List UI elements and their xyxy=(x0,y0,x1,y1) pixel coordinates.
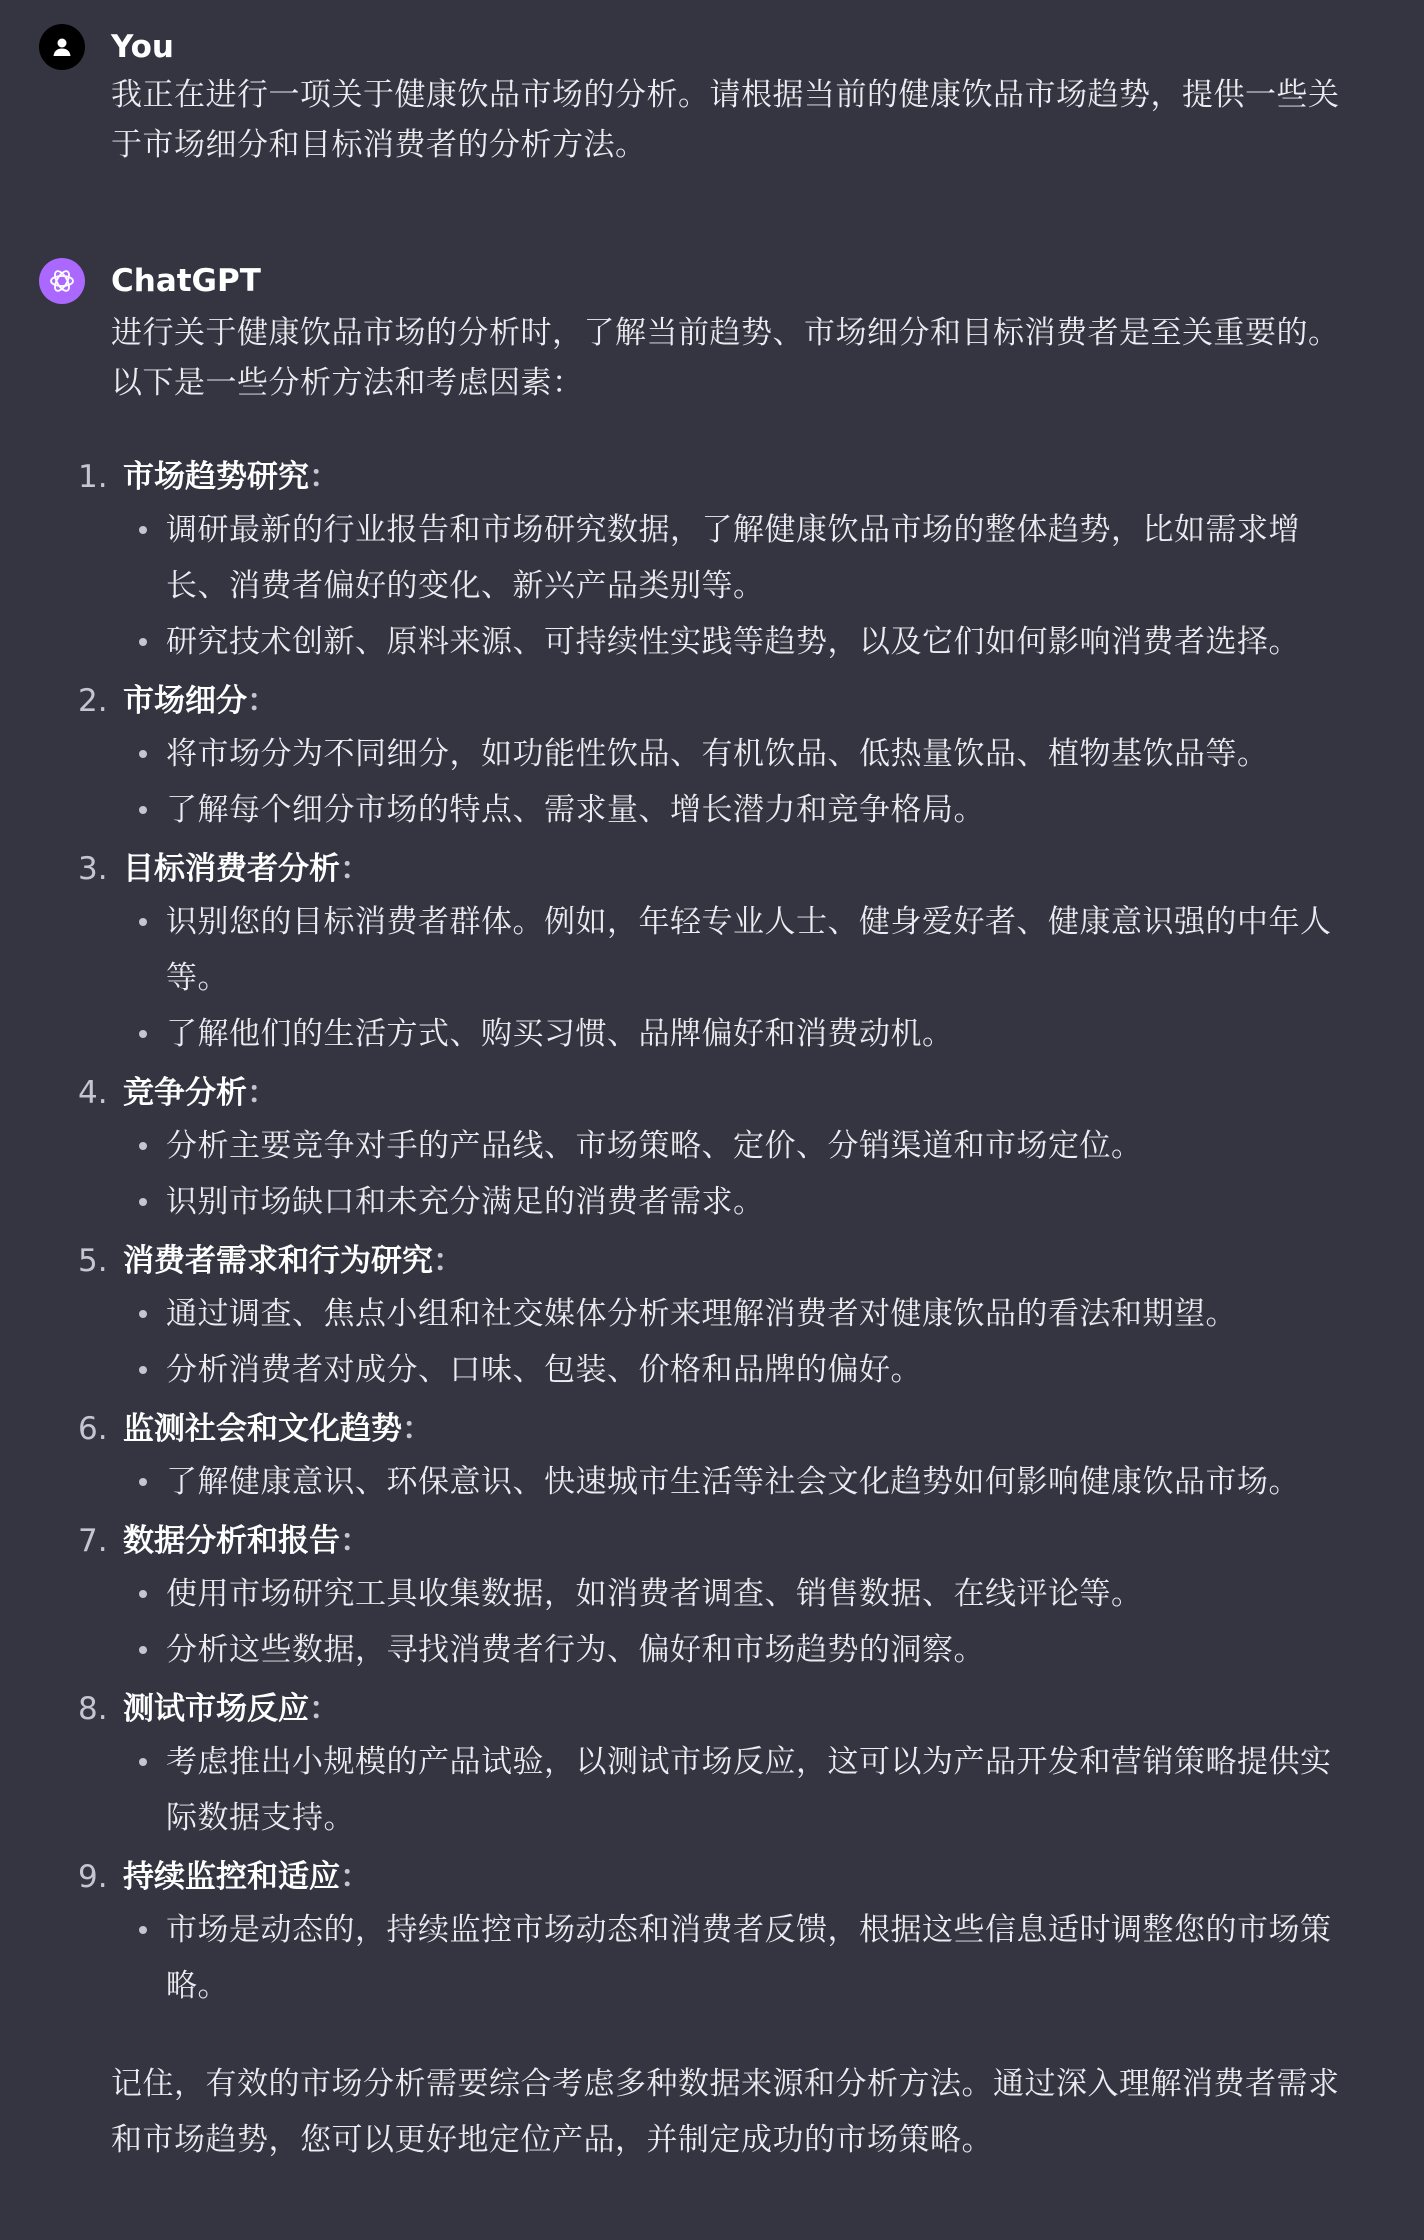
assistant-author-name: ChatGPT xyxy=(111,263,261,299)
list-item xyxy=(0,1516,1424,1678)
bullet-text: 分析这些数据，寻找消费者行为、偏好和市场趋势的洞察。 xyxy=(166,1632,985,1668)
bullet-text: 了解每个细分市场的特点、需求量、增长潜力和竞争格局。 xyxy=(166,792,985,828)
list-item-title-wrap xyxy=(123,1236,464,1286)
list-item-title: 竞争分析 xyxy=(123,1075,247,1111)
bullet-item xyxy=(0,1454,1332,1510)
bullet-item xyxy=(0,1734,1332,1846)
list-item-heading xyxy=(0,1404,1424,1454)
list-item xyxy=(0,1068,1424,1230)
list-item-number: 5. xyxy=(78,1243,108,1279)
bullet-list xyxy=(0,1734,1424,1846)
list-item-title-wrap xyxy=(123,844,371,894)
bullet-item xyxy=(0,1118,1332,1174)
bullet-text: 分析消费者对成分、口味、包装、价格和品牌的偏好。 xyxy=(166,1352,922,1388)
user-avatar xyxy=(39,24,85,70)
list-item xyxy=(0,676,1424,838)
list-item-colon: ： xyxy=(309,459,340,495)
list-item-title: 市场趋势研究 xyxy=(123,459,309,495)
bullet-item xyxy=(0,1622,1332,1678)
assistant-avatar xyxy=(39,258,85,304)
list-item-title: 测试市场反应 xyxy=(123,1691,309,1727)
list-item-number: 9. xyxy=(78,1859,108,1895)
list-item-number: 8. xyxy=(78,1691,108,1727)
bullet-dot-icon xyxy=(139,1478,147,1486)
bullet-text: 分析主要竞争对手的产品线、市场策略、定价、分销渠道和市场定位。 xyxy=(166,1128,1143,1164)
bullet-dot-icon xyxy=(139,1926,147,1934)
assistant-closing-text: 记住，有效的市场分析需要综合考虑多种数据来源和分析方法。通过深入理解消费者需求和市场趋势，您可以更好地定位产品，并制定成功的市场策略。 xyxy=(111,2066,1340,2158)
bullet-dot-icon xyxy=(139,1646,147,1654)
bullet-dot-icon xyxy=(139,1030,147,1038)
bullet-item xyxy=(0,1174,1332,1230)
bullet-list xyxy=(0,1566,1424,1678)
bullet-text: 研究技术创新、原料来源、可持续性实践等趋势，以及它们如何影响消费者选择。 xyxy=(166,624,1300,660)
list-item-colon: ： xyxy=(340,1523,371,1559)
list-item-number: 1. xyxy=(78,459,108,495)
list-item xyxy=(0,844,1424,1062)
list-item-title-wrap xyxy=(123,676,278,726)
bullet-text: 了解他们的生活方式、购买习惯、品牌偏好和消费动机。 xyxy=(166,1016,954,1052)
bullet-text: 了解健康意识、环保意识、快速城市生活等社会文化趋势如何影响健康饮品市场。 xyxy=(166,1464,1300,1500)
bullet-item xyxy=(0,1286,1332,1342)
bullet-text: 使用市场研究工具收集数据，如消费者调查、销售数据、在线评论等。 xyxy=(166,1576,1143,1612)
bullet-list xyxy=(0,1454,1424,1510)
list-item-heading xyxy=(0,1684,1424,1734)
list-item-colon: ： xyxy=(402,1411,433,1447)
bullet-list xyxy=(0,894,1424,1062)
bullet-item xyxy=(0,1006,1332,1062)
list-item xyxy=(0,1236,1424,1398)
list-item-title-wrap xyxy=(123,1852,371,1902)
bullet-item xyxy=(0,894,1332,1006)
bullet-text: 市场是动态的，持续监控市场动态和消费者反馈，根据这些信息适时调整您的市场策略。 xyxy=(166,1912,1332,2004)
list-item-colon: ： xyxy=(340,851,371,887)
user-message-text: 我正在进行一项关于健康饮品市场的分析。请根据当前的健康饮品市场趋势，提供一些关于市场细分和目标消费者的分析方法。 xyxy=(111,77,1340,163)
list-item-number: 6. xyxy=(78,1411,108,1447)
list-item-title: 持续监控和适应 xyxy=(123,1859,340,1895)
bullet-dot-icon xyxy=(139,1590,147,1598)
list-item xyxy=(0,1852,1424,2014)
bullet-dot-icon xyxy=(139,1310,147,1318)
list-item-heading xyxy=(0,1236,1424,1286)
bullet-dot-icon xyxy=(139,1198,147,1206)
list-item-heading xyxy=(0,676,1424,726)
bullet-list xyxy=(0,1118,1424,1230)
bullet-list xyxy=(0,502,1424,670)
list-item-colon: ： xyxy=(309,1691,340,1727)
list-item-title: 数据分析和报告 xyxy=(123,1523,340,1559)
person-icon xyxy=(51,36,73,58)
list-item-title-wrap xyxy=(123,1068,278,1118)
bullet-item xyxy=(0,1566,1332,1622)
list-item-colon: ： xyxy=(340,1859,371,1895)
list-item-number: 2. xyxy=(78,683,108,719)
list-item-title-wrap xyxy=(123,1404,433,1454)
bullet-text: 识别市场缺口和未充分满足的消费者需求。 xyxy=(166,1184,765,1220)
bullet-item xyxy=(0,782,1332,838)
bullet-text: 将市场分为不同细分，如功能性饮品、有机饮品、低热量饮品、植物基饮品等。 xyxy=(166,736,1269,772)
list-item-title-wrap xyxy=(123,1684,340,1734)
bullet-dot-icon xyxy=(139,806,147,814)
bullet-text: 通过调查、焦点小组和社交媒体分析来理解消费者对健康饮品的看法和期望。 xyxy=(166,1296,1237,1332)
bullet-item xyxy=(0,726,1332,782)
list-item-title-wrap xyxy=(123,452,340,502)
bullet-dot-icon xyxy=(139,1142,147,1150)
bullet-item xyxy=(0,1342,1332,1398)
list-item-title: 市场细分 xyxy=(123,683,247,719)
bullet-item xyxy=(0,614,1332,670)
list-item xyxy=(0,1684,1424,1846)
bullet-list xyxy=(0,1286,1424,1398)
list-item-number: 4. xyxy=(78,1075,108,1111)
list-item-heading xyxy=(0,452,1424,502)
bullet-dot-icon xyxy=(139,918,147,926)
bullet-dot-icon xyxy=(139,1758,147,1766)
bullet-item xyxy=(0,502,1332,614)
openai-logo-icon xyxy=(47,266,77,296)
user-author-name: You xyxy=(111,29,174,65)
bullet-text: 考虑推出小规模的产品试验，以测试市场反应，这可以为产品开发和营销策略提供实际数据支持。 xyxy=(166,1744,1332,1836)
bullet-dot-icon xyxy=(139,1366,147,1374)
bullet-list xyxy=(0,1902,1424,2014)
list-item-colon: ： xyxy=(433,1243,464,1279)
list-item-colon: ： xyxy=(247,1075,278,1111)
list-item-title-wrap xyxy=(123,1516,371,1566)
bullet-text: 识别您的目标消费者群体。例如，年轻专业人士、健身爱好者、健康意识强的中年人等。 xyxy=(166,904,1332,996)
list-item-title: 目标消费者分析 xyxy=(123,851,340,887)
list-item-heading xyxy=(0,1068,1424,1118)
bullet-dot-icon xyxy=(139,750,147,758)
list-item-title: 监测社会和文化趋势 xyxy=(123,1411,402,1447)
bullet-dot-icon xyxy=(139,638,147,646)
list-item-number: 3. xyxy=(78,851,108,887)
analysis-method-list xyxy=(0,452,1424,2020)
bullet-item xyxy=(0,1902,1332,2014)
bullet-dot-icon xyxy=(139,526,147,534)
assistant-intro-text: 进行关于健康饮品市场的分析时，了解当前趋势、市场细分和目标消费者是至关重要的。以下是一些分析方法和考虑因素： xyxy=(111,315,1340,401)
list-item-heading xyxy=(0,844,1424,894)
list-item-title: 消费者需求和行为研究 xyxy=(123,1243,433,1279)
bullet-text: 调研最新的行业报告和市场研究数据，了解健康饮品市场的整体趋势，比如需求增长、消费者偏好的变化、新兴产品类别等。 xyxy=(166,512,1300,604)
list-item xyxy=(0,452,1424,670)
list-item xyxy=(0,1404,1424,1510)
list-item-colon: ： xyxy=(247,683,278,719)
list-item-heading xyxy=(0,1516,1424,1566)
bullet-list xyxy=(0,726,1424,838)
list-item-heading xyxy=(0,1852,1424,1902)
list-item-number: 7. xyxy=(78,1523,108,1559)
